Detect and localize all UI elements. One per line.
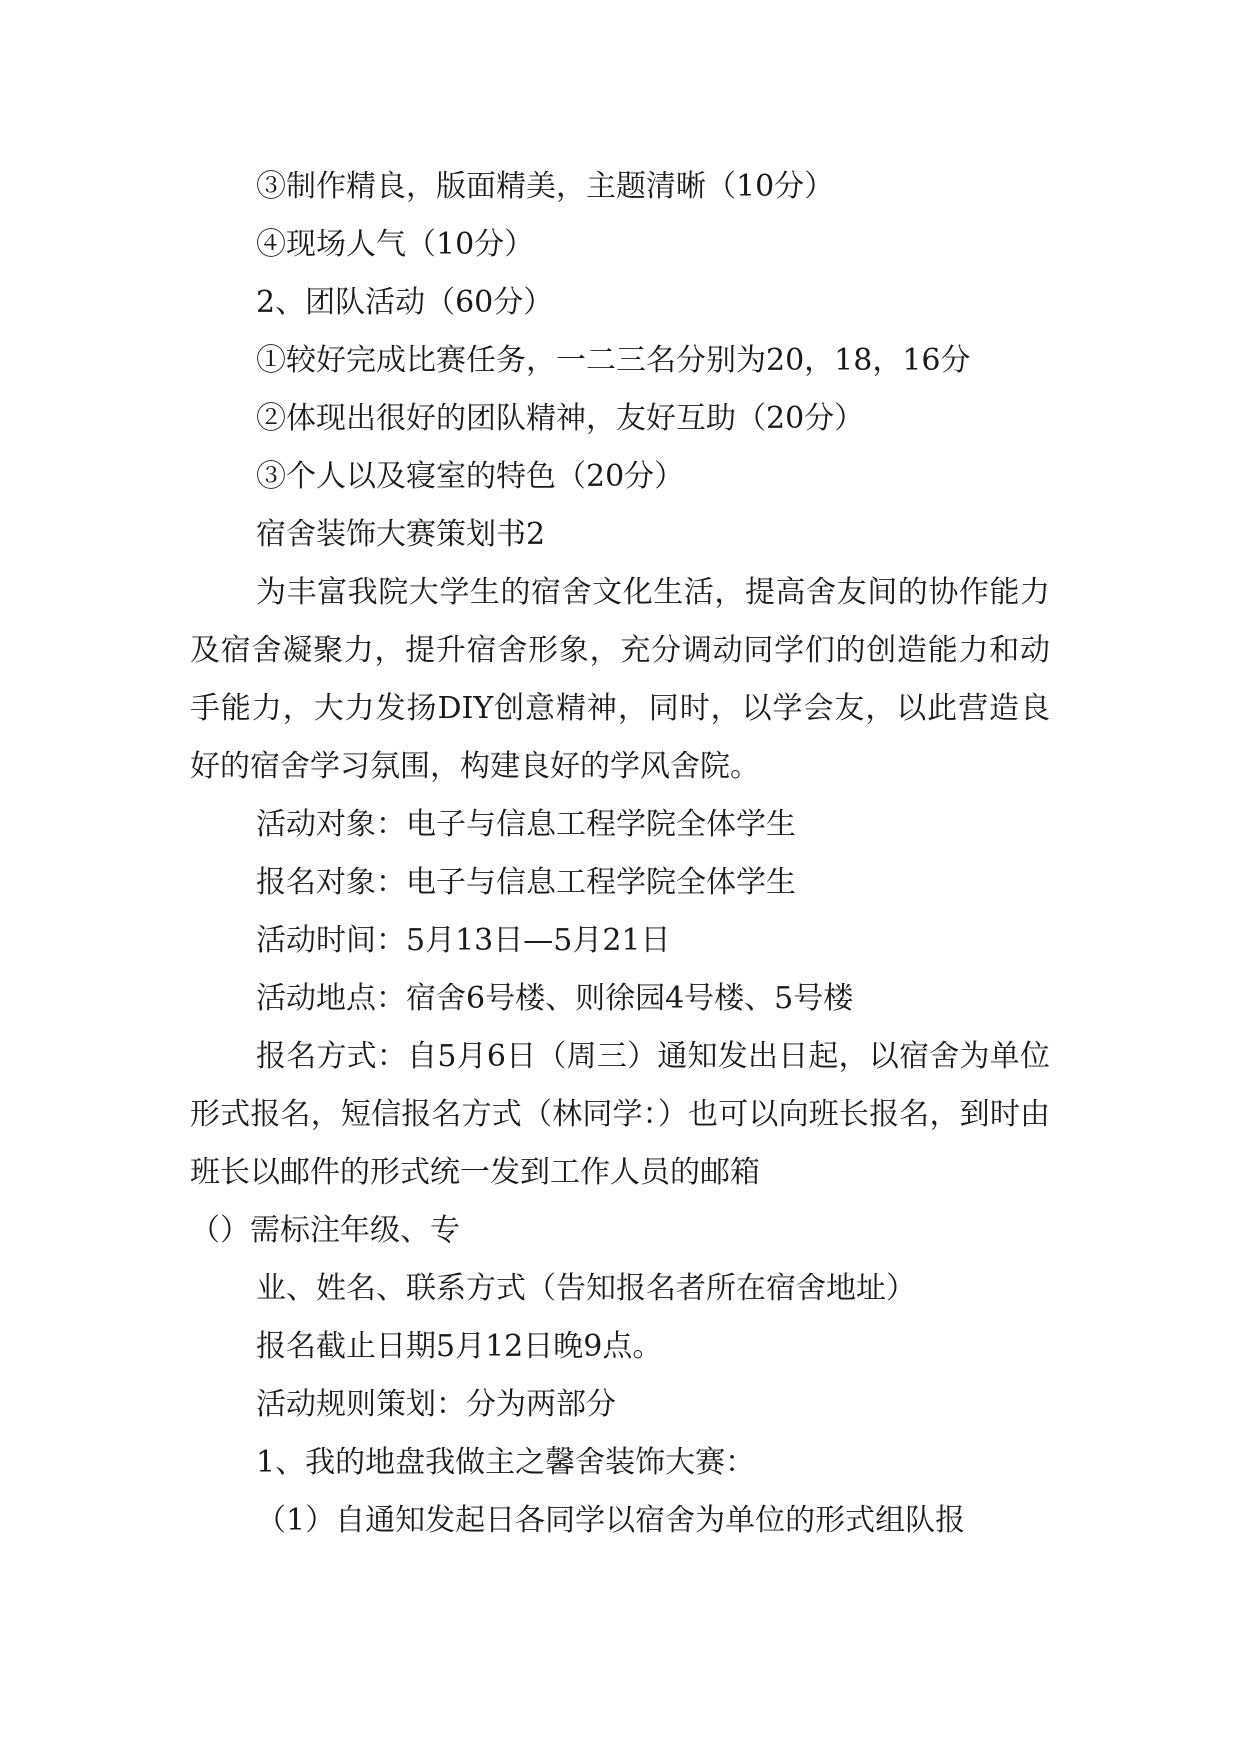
paragraph: 报名对象：电子与信息工程学院全体学生 [256, 865, 796, 900]
paragraph: 2、团队活动（60分） [256, 285, 554, 320]
paragraph: （1）自通知发起日各同学以宿舍为单位的形式组队报 [256, 1503, 966, 1538]
paragraph: ②体现出很好的团队精神，友好互助（20分） [256, 401, 865, 436]
paragraph: 活动对象：电子与信息工程学院全体学生 [256, 807, 796, 842]
paragraph: 业、姓名、联系方式（告知报名者所在宿舍地址） [256, 1271, 916, 1306]
document-body [190, 158, 1050, 1550]
paragraph: ③制作精良，版面精美，主题清晰（10分） [256, 169, 835, 204]
paragraph: ①较好完成比赛任务，一二三名分别为20，18，16分 [256, 343, 971, 378]
paragraph: ④现场人气（10分） [256, 227, 535, 262]
paragraph: 1、我的地盘我做主之馨舍装饰大赛： [256, 1445, 756, 1480]
paragraph: 活动时间：5月13日—5月21日 [256, 923, 671, 958]
paragraph: （）需标注年级、专 [190, 1213, 460, 1248]
paragraph: 报名截止日期5月12日晚9点。 [256, 1329, 663, 1364]
paragraph: 为丰富我院大学生的宿舍文化生活，提高舍友间的协作能力及宿舍凝聚力，提升宿舍形象，充分调动同学们的创造能力和动手能力，大力发扬DIY创意精神，同时，以学会友，以此营造良好的宿舍学习氛围，构建良好的学风舍院。 [190, 575, 1050, 784]
paragraph: ③个人以及寝室的特色（20分） [256, 459, 685, 494]
paragraph: 活动地点：宿舍6号楼、则徐园4号楼、5号楼 [256, 981, 854, 1016]
section-heading: 宿舍装饰大赛策划书2 [256, 517, 546, 552]
paragraph: 活动规则策划：分为两部分 [256, 1387, 616, 1422]
paragraph: 报名方式：自5月6日（周三）通知发出日起，以宿舍为单位形式报名，短信报名方式（林同学：）也可以向班长报名，到时由班长以邮件的形式统一发到工作人员的邮箱 [190, 1039, 1050, 1190]
